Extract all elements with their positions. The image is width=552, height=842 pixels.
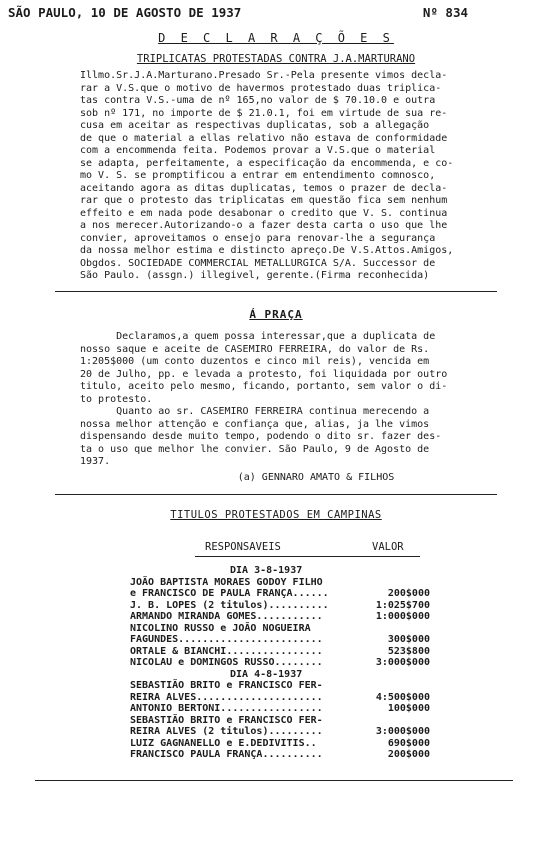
page-header [0, 5, 552, 21]
valor-amount: 100$000 [387, 703, 430, 714]
table-row [130, 588, 430, 600]
valor-amount: 300$000 [387, 634, 430, 645]
declaracoes-line: São Paulo. (assgn.) illegivel, gerente.(Firma reconhecida) [80, 270, 430, 281]
praca-line: Quanto ao sr. CASEMIRO FERREIRA continua merecendo a [80, 406, 430, 417]
date-heading [130, 669, 430, 681]
declaracoes-line: rar que o protesto das triplicatas em questão fica sem nenhum [80, 195, 448, 206]
table-header-rule [195, 556, 420, 557]
declaracoes-text [80, 70, 453, 283]
table-row [130, 600, 430, 612]
praca-signature: (a) GENNARO AMATO & FILHOS [237, 472, 395, 483]
responsavel-name: REIRA ALVES (2 titulos)......... [130, 726, 323, 737]
table-row [130, 680, 430, 692]
valor-amount: 1:025$700 [375, 599, 430, 611]
valor-amount: 4:500$000 [375, 691, 430, 703]
declaracoes-line: effeito e em nada pode desabonar o credito que V. S. continua [80, 207, 448, 219]
valor-amount: 523$800 [387, 645, 430, 657]
date-label: DIA 4-8-1937 [230, 668, 303, 680]
praca-line: nosso saque e aceite de CASEMIRO FERREIRA, do valor de Rs. [80, 343, 430, 355]
responsavel-name: FAGUNDES........................ [130, 634, 323, 645]
section-divider [35, 780, 513, 781]
valor-amount: 3:000$000 [375, 657, 430, 668]
praca-line: nossa melhor attenção e confiança que, alias, ja lhe vimos [80, 418, 430, 430]
responsavel-name: ORTALE & BIANCHI................ [130, 645, 323, 657]
responsavel-name: JOÃO BAPTISTA MORAES GODOY FILHO [130, 576, 323, 588]
declaracoes-line: a nos merecer.Autorizando-o a fazer desta carta o uso que lhe [80, 220, 448, 231]
declaracoes-title: D E C L A R A Ç Õ E S [158, 31, 394, 45]
praca-line: ta o uso que melhor lhe convier. São Paulo, 9 de Agosto de [80, 443, 430, 455]
declaracoes-line: da nossa melhor estima e distincto apreço.De V.S.Attos.Amigos, [80, 245, 454, 256]
praca-line: 1937. [80, 456, 111, 467]
titulos-table [130, 565, 430, 761]
declaracoes-subtitle: TRIPLICATAS PROTESTADAS CONTRA J.A.MARTURANO [136, 53, 416, 65]
responsavel-name: NICOLAU e DOMINGOS RUSSO........ [130, 657, 323, 668]
declaracoes-line: de que o material a ellas relativo não estava de conformidade [80, 132, 448, 144]
responsavel-name: REIRA ALVES..................... [130, 691, 323, 703]
declaracoes-line: Obgdos. SOCIEDADE COMMERCIAL METALLURGICA S/A. Successor de [80, 257, 436, 269]
section-divider [55, 291, 497, 292]
declaracoes-line: aceitando agora as ditas duplicatas, temos o prazer de decla- [80, 182, 448, 194]
table-row [130, 623, 430, 635]
declaracoes-line: com a encommenda feita. Podemos provar a V.S.que o material [80, 145, 436, 156]
table-row [130, 726, 430, 738]
valor-amount: 200$000 [387, 588, 430, 599]
issue-number: Nº 834 [422, 5, 468, 20]
table-row [130, 611, 430, 623]
table-row [130, 749, 430, 761]
declaracoes-line: mo V. S. se promptificou a entrar em entendimento comnosco, [80, 170, 436, 181]
declaracoes-line: tas contra V.S.-uma de nº 165,no valor de $ 70.10.0 e outra [80, 95, 436, 106]
date-label: DIA 3-8-1937 [230, 565, 303, 576]
table-row [130, 646, 430, 658]
valor-amount: 200$000 [387, 749, 430, 760]
responsavel-name: NICOLINO RUSSO e JOÃO NOGUEIRA [130, 622, 311, 634]
praca-line: dispensando desde muito tempo, podendo o dito sr. fazer des- [80, 431, 442, 442]
declaracoes-line: Illmo.Sr.J.A.Marturano.Presado Sr.-Pela presente vimos decla- [80, 70, 448, 81]
table-row [130, 738, 430, 750]
table-row [130, 692, 430, 704]
declaracoes-line: se adapta, perfeitamente, a especificação da encommenda, e co- [80, 157, 454, 169]
praca-title: Á PRAÇA [249, 308, 303, 321]
praca-line: 20 de Julho, pp. e levada a protesto, foi liquidada por outro [80, 368, 448, 380]
praca-line: titulo, aceito pelo mesmo, ficando, portanto, sem valor o di- [80, 381, 448, 392]
section-divider [55, 494, 497, 495]
table-row [130, 577, 430, 589]
col-responsaveis: RESPONSAVEIS [205, 541, 281, 553]
table-row [130, 634, 430, 646]
col-valor: VALOR [372, 541, 404, 553]
praca-line: to protesto. [80, 393, 153, 405]
table-row [130, 715, 430, 727]
responsavel-name: SEBASTIÃO BRITO e FRANCISCO FER- [130, 680, 323, 691]
table-row [130, 657, 430, 669]
date-heading [130, 565, 430, 577]
dateline: SÃO PAULO, 10 DE AGOSTO DE 1937 [8, 5, 242, 20]
responsavel-name: SEBASTIÃO BRITO e FRANCISCO FER- [130, 714, 323, 726]
declaracoes-line: sob nº 171, no importe de $ 21.0.1, foi em virtude de sua re- [80, 107, 448, 119]
responsavel-name: ANTONIO BERTONI................. [130, 703, 323, 714]
praca-line: Declaramos,a quem possa interessar,que a duplicata de [80, 331, 436, 342]
valor-amount: 690$000 [387, 737, 430, 749]
declaracoes-line: cusa em aceitar as respectivas duplicatas, sob a allegação [80, 120, 430, 131]
responsavel-name: LUIZ GAGNANELLO e E.DEDIVITIS.. [130, 737, 317, 749]
responsavel-name: ARMANDO MIRANDA GOMES........... [130, 611, 323, 622]
responsavel-name: e FRANCISCO DE PAULA FRANÇA...... [130, 588, 329, 599]
responsavel-name: FRANCISCO PAULA FRANÇA.......... [130, 749, 323, 760]
praca-line: 1:205$000 (um conto duzentos e cinco mil reis), vencida em [80, 356, 430, 367]
responsavel-name: J. B. LOPES (2 titulos).......... [130, 599, 329, 611]
valor-amount: 3:000$000 [375, 726, 430, 737]
praca-text [80, 331, 447, 469]
declaracoes-line: rar a V.S.que o motivo de havermos protestado duas triplica- [80, 82, 442, 94]
valor-amount: 1:000$000 [375, 611, 430, 622]
declaracoes-line: convier, aproveitamos o ensejo para renovar-lhe a segurança [80, 232, 436, 244]
table-row [130, 703, 430, 715]
titulos-title: TITULOS PROTESTADOS EM CAMPINAS [170, 509, 382, 521]
